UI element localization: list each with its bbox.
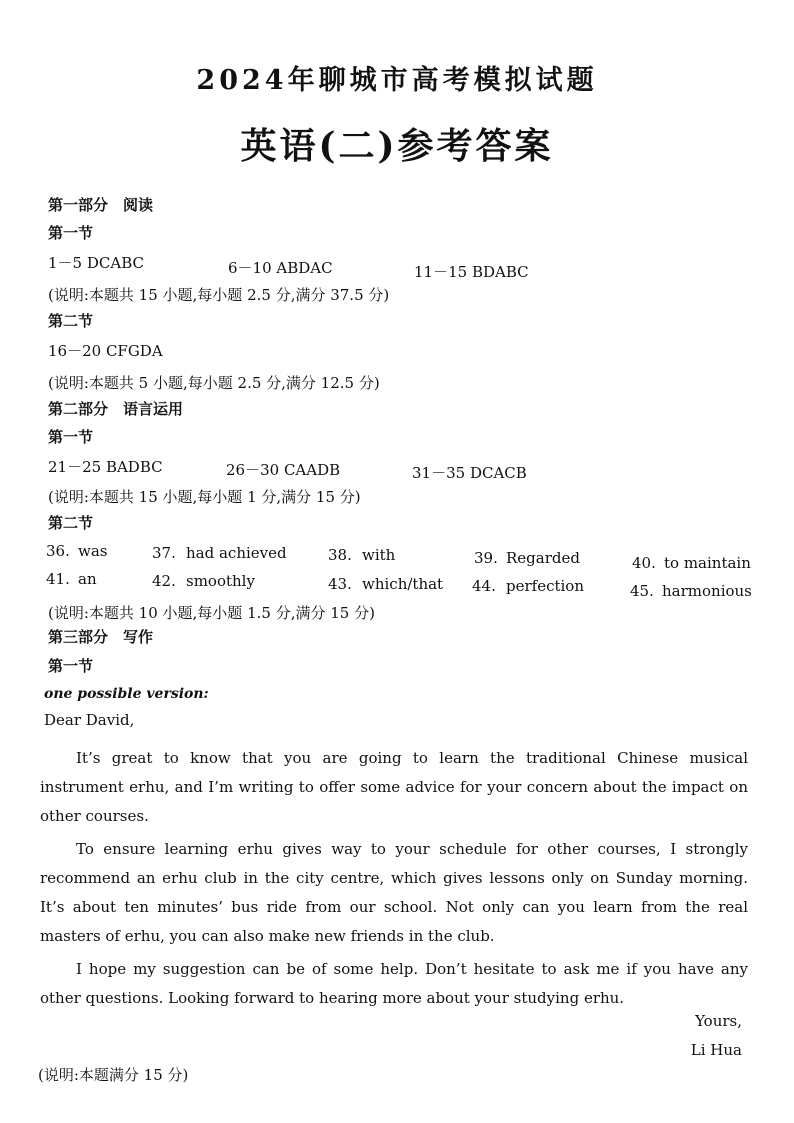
blank-answer: to maintain (664, 554, 751, 572)
part1-heading: 第一部分 阅读 (48, 196, 154, 214)
blank-answer: harmonious (662, 582, 752, 600)
part1-section1-heading: 第一节 (48, 224, 94, 242)
scoring-note: (说明:本题共 10 小题,每小题 1.5 分,满分 15 分) (48, 604, 375, 622)
part2-section2-heading: 第二节 (48, 514, 94, 532)
part3-section1-heading: 第一节 (48, 657, 94, 675)
exam-title: 2024年聊城市高考模拟试题 (196, 65, 598, 96)
letter-paragraph: It’s great to know that you are going to learn the traditional Chinese musical instrument erhu, and I’m writing to offer some advice for your concern about the impact on other courses. (40, 749, 748, 825)
blank-answer: Regarded (506, 549, 580, 567)
letter-body (40, 744, 748, 1013)
blank-number: 45. (630, 582, 654, 600)
scoring-note: (说明:本题共 15 小题,每小题 1 分,满分 15 分) (48, 488, 361, 506)
part2-heading: 第二部分 语言运用 (48, 400, 184, 418)
blank-number: 42. (152, 572, 176, 590)
answer-group: 16－20 CFGDA (48, 342, 163, 360)
blank-number: 43. (328, 575, 352, 593)
letter-paragraph: To ensure learning erhu gives way to your schedule for other courses, I strongly recommend an erhu club in the city centre, which gives lessons only on Sunday morning. It’s about ten minutes’ bus ride from our school. Not only can you learn from the real masters of erhu, you can also make new friends in the club. (40, 840, 748, 945)
answer-group: 11－15 BDABC (414, 263, 529, 281)
answer-group: 6－10 ABDAC (228, 259, 333, 277)
version-label: one possible version: (44, 686, 209, 702)
blank-number: 38. (328, 546, 352, 564)
blank-number: 40. (632, 554, 656, 572)
scoring-note: (说明:本题满分 15 分) (38, 1066, 189, 1084)
letter-closing: Yours, (695, 1012, 742, 1030)
part3-heading: 第三部分 写作 (48, 628, 154, 646)
letter-salutation: Dear David, (44, 711, 135, 729)
part2-section1-heading: 第一节 (48, 428, 94, 446)
blank-number: 37. (152, 544, 176, 562)
scoring-note: (说明:本题共 15 小题,每小题 2.5 分,满分 37.5 分) (48, 286, 390, 304)
answer-group: 26－30 CAADB (226, 461, 341, 479)
blank-answer: had achieved (186, 544, 287, 562)
blank-answer: perfection (506, 577, 584, 595)
blank-number: 44. (472, 577, 496, 595)
blank-number: 39. (474, 549, 498, 567)
blank-number: 36. (46, 542, 70, 560)
blank-answer: an (78, 570, 97, 588)
blank-answer: with (362, 546, 396, 564)
blank-answer: smoothly (186, 572, 255, 590)
part1-section2-heading: 第二节 (48, 312, 94, 330)
answer-key-title: 英语(二)参考答案 (240, 125, 554, 167)
answer-group: 1－5 DCABC (48, 254, 144, 272)
answer-group: 31－35 DCACB (412, 464, 527, 482)
letter-paragraph: I hope my suggestion can be of some help. Don’t hesitate to ask me if you have any other questions. Looking forward to hearing more about your studying erhu. (40, 960, 748, 1007)
answer-group: 21－25 BADBC (48, 458, 163, 476)
letter-signature: Li Hua (690, 1041, 742, 1059)
scoring-note: (说明:本题共 5 小题,每小题 2.5 分,满分 12.5 分) (48, 374, 380, 392)
blank-answer: which/that (362, 575, 444, 593)
blank-answer: was (78, 542, 108, 560)
blank-number: 41. (46, 570, 70, 588)
